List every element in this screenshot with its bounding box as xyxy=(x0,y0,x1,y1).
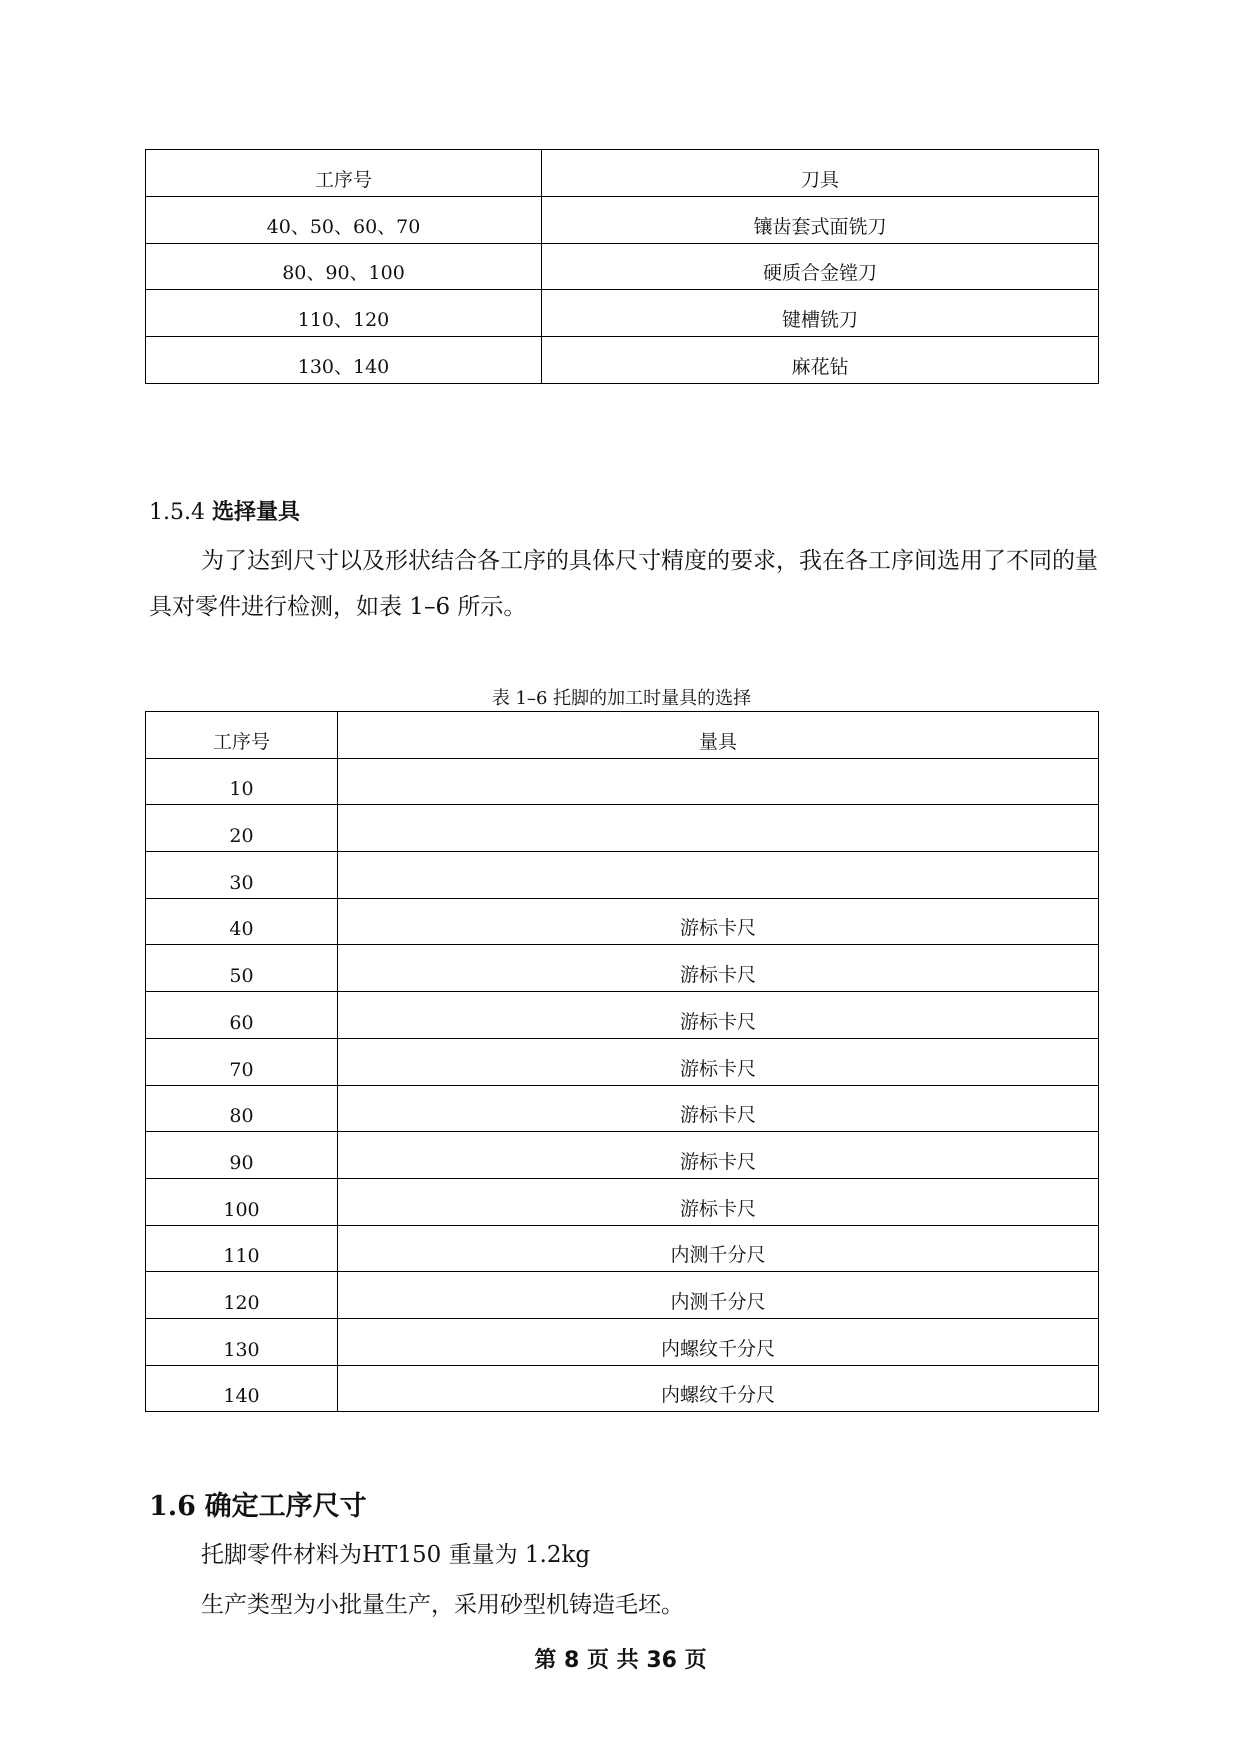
table-row xyxy=(146,1272,1099,1319)
header-cell: 刀具 xyxy=(542,150,1099,197)
step-cell: 10 xyxy=(146,758,338,805)
table-header-row xyxy=(146,150,1099,197)
table-row xyxy=(146,1318,1099,1365)
step-cell: 30 xyxy=(146,852,338,899)
gauge-cell: 内螺纹千分尺 xyxy=(338,1365,1099,1412)
table-row xyxy=(146,852,1099,899)
table-row xyxy=(146,337,1099,384)
step-cell: 110 xyxy=(146,1225,338,1272)
section-number: 1.5.4 xyxy=(149,500,205,525)
table-row xyxy=(146,196,1099,243)
gauge-cell: 游标卡尺 xyxy=(338,1178,1099,1225)
gauge-cell: 内螺纹千分尺 xyxy=(338,1318,1099,1365)
gauge-cell: 游标卡尺 xyxy=(338,1038,1099,1085)
tool-cell: 硬质合金镗刀 xyxy=(542,243,1099,290)
step-cell: 50 xyxy=(146,945,338,992)
gauge-cell: 内测千分尺 xyxy=(338,1225,1099,1272)
table-row xyxy=(146,898,1099,945)
step-cell: 80 xyxy=(146,1085,338,1132)
step-cell: 140 xyxy=(146,1365,338,1412)
step-cell: 40 xyxy=(146,898,338,945)
table-row xyxy=(146,243,1099,290)
tools-table xyxy=(145,149,1099,384)
table-row xyxy=(146,1365,1099,1412)
section-title: 确定工序尺寸 xyxy=(204,1491,367,1522)
step-cell: 100 xyxy=(146,1178,338,1225)
table-row xyxy=(146,945,1099,992)
gauge-cell: 游标卡尺 xyxy=(338,992,1099,1039)
step-cell: 120 xyxy=(146,1272,338,1319)
step-cell: 40、50、60、70 xyxy=(146,196,542,243)
gauge-cell xyxy=(338,758,1099,805)
gauge-cell: 游标卡尺 xyxy=(338,1085,1099,1132)
table-row xyxy=(146,992,1099,1039)
table-row xyxy=(146,1178,1099,1225)
body-paragraph: 为了达到尺寸以及形状结合各工序的具体尺寸精度的要求，我在各工序间选用了不同的量具对零件进行检测，如表 1–6 所示。 xyxy=(149,548,1098,620)
table-row xyxy=(146,1225,1099,1272)
tool-cell: 键槽铣刀 xyxy=(542,290,1099,337)
page-footer: 第 8 页 共 36 页 xyxy=(534,1648,707,1673)
gauge-cell: 游标卡尺 xyxy=(338,1132,1099,1179)
step-cell: 60 xyxy=(146,992,338,1039)
step-cell: 20 xyxy=(146,805,338,852)
body-line: 生产类型为小批量生产，采用砂型机铸造毛坯。 xyxy=(201,1592,684,1618)
table-row xyxy=(146,758,1099,805)
gauges-table xyxy=(145,711,1099,1412)
step-cell: 90 xyxy=(146,1132,338,1179)
step-cell: 130、140 xyxy=(146,337,542,384)
header-cell: 工序号 xyxy=(146,712,338,759)
section-number: 1.6 xyxy=(149,1491,196,1522)
section-title: 选择量具 xyxy=(211,500,300,525)
gauge-cell xyxy=(338,805,1099,852)
table-row xyxy=(146,1085,1099,1132)
gauge-cell: 游标卡尺 xyxy=(338,898,1099,945)
table-header-row xyxy=(146,712,1099,759)
table-row xyxy=(146,805,1099,852)
gauge-cell: 内测千分尺 xyxy=(338,1272,1099,1319)
section-heading-1-5-4 xyxy=(149,495,300,526)
step-cell: 130 xyxy=(146,1318,338,1365)
step-cell: 110、120 xyxy=(146,290,542,337)
table-row xyxy=(146,290,1099,337)
table-caption: 表 1–6 托脚的加工时量具的选择 xyxy=(491,688,752,709)
gauge-cell: 游标卡尺 xyxy=(338,945,1099,992)
header-cell: 量具 xyxy=(338,712,1099,759)
section-heading-1-6 xyxy=(149,1484,367,1523)
step-cell: 70 xyxy=(146,1038,338,1085)
step-cell: 80、90、100 xyxy=(146,243,542,290)
table-row xyxy=(146,1132,1099,1179)
header-cell: 工序号 xyxy=(146,150,542,197)
tool-cell: 镶齿套式面铣刀 xyxy=(542,196,1099,243)
table-row xyxy=(146,1038,1099,1085)
tool-cell: 麻花钻 xyxy=(542,337,1099,384)
body-line: 托脚零件材料为HT150 重量为 1.2kg xyxy=(201,1542,591,1568)
gauge-cell xyxy=(338,852,1099,899)
